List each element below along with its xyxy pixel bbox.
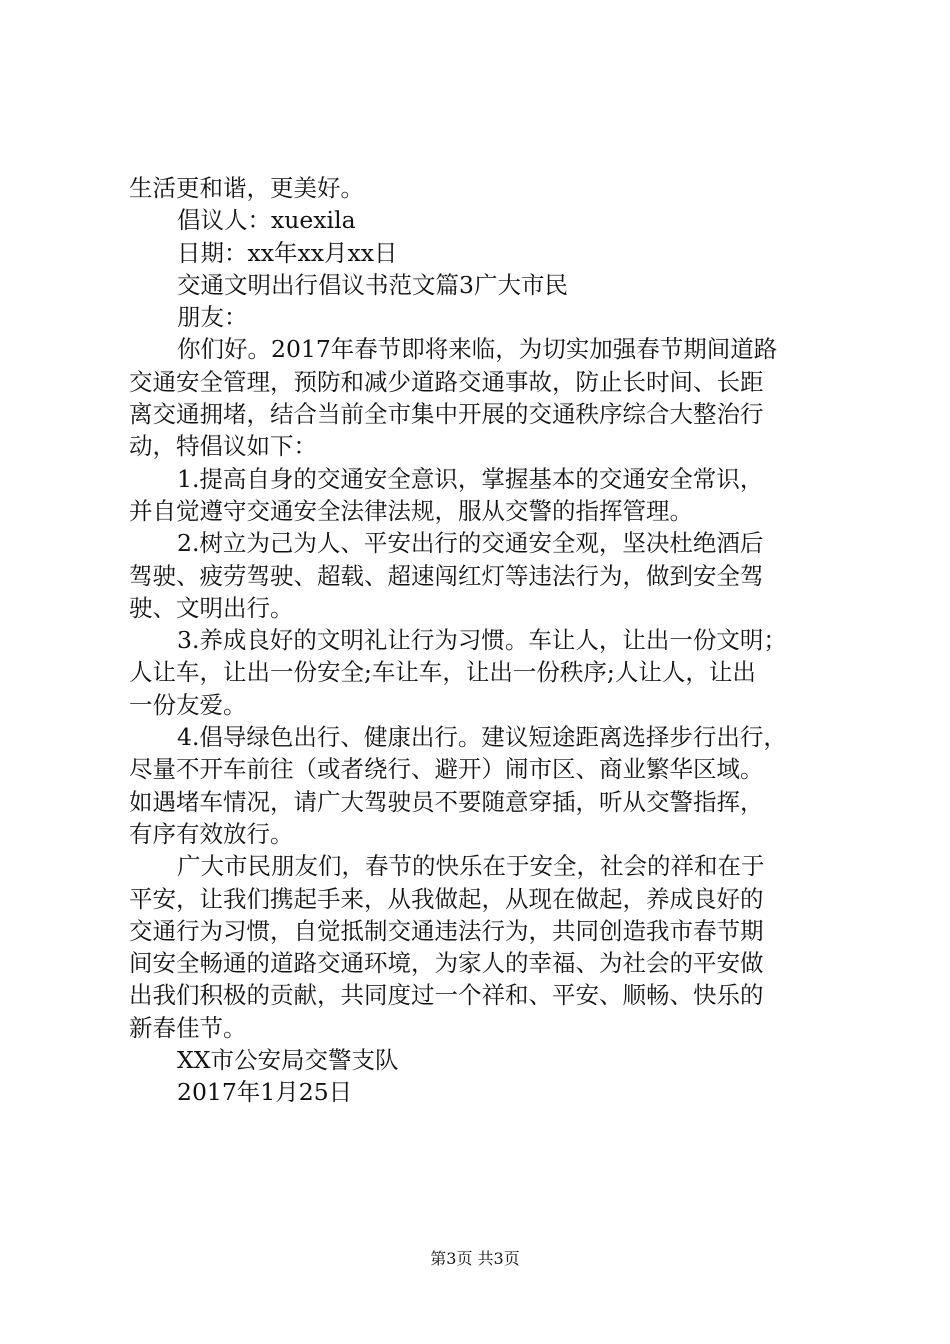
text-line: 朋友： xyxy=(177,303,248,332)
text-line: 4.倡导绿色出行、健康出行。建议短途距离选择步行出行， xyxy=(177,723,787,752)
text-line: 你们好。2017年春节即将来临，为切实加强春节期间道路 xyxy=(177,335,778,364)
text-line: 间安全畅通的道路交通环境，为家人的幸福、为社会的平安做 xyxy=(129,949,764,978)
text-line: 动，特倡议如下： xyxy=(129,432,317,461)
text-line: 尽量不开车前往（或者绕行、避开）闹市区、商业繁华区域。 xyxy=(129,755,764,784)
text-line: 新春佳节。 xyxy=(129,1013,247,1042)
text-line: 广大市民朋友们，春节的快乐在于安全，社会的祥和在于 xyxy=(177,852,765,881)
text-line: 离交通拥堵，结合当前全市集中开展的交通秩序综合大整治行 xyxy=(129,400,764,429)
text-line: 如遇堵车情况，请广大驾驶员不要随意穿插，听从交警指挥， xyxy=(129,787,764,816)
text-line: 2017年1月25日 xyxy=(177,1078,353,1107)
text-line: 2.树立为己为人、平安出行的交通安全观，坚决杜绝酒后 xyxy=(177,529,764,558)
text-line: 日期：xx年xx月xx日 xyxy=(177,238,398,267)
text-line: 驶、文明出行。 xyxy=(129,593,294,622)
text-line: 倡议人：xuexila xyxy=(177,206,356,235)
text-line: 驾驶、疲劳驾驶、超载、超速闯红灯等违法行为，做到安全驾 xyxy=(129,561,764,590)
text-line: 3.养成良好的文明礼让行为习惯。车让人，让出一份文明； xyxy=(177,626,787,655)
text-line: 生活更和谐，更美好。 xyxy=(129,174,364,202)
text-line: 一份友爱。 xyxy=(129,690,247,719)
page-footer: 第3页 共3页 xyxy=(430,1249,520,1268)
text-line: 有序有效放行。 xyxy=(129,819,294,848)
text-line: 并自觉遵守交通安全法律法规，服从交警的指挥管理。 xyxy=(129,496,693,525)
text-line: 人让车，让出一份安全;车让车，让出一份秩序;人让人，让出 xyxy=(129,658,756,687)
text-line: 平安，让我们携起手来，从我做起，从现在做起，养成良好的 xyxy=(129,884,764,913)
text-line: 交通行为习惯，自觉抵制交通违法行为，共同创造我市春节期 xyxy=(129,916,764,945)
text-line: 交通安全管理，预防和减少道路交通事故，防止长时间、长距 xyxy=(129,367,764,396)
text-line: 交通文明出行倡议书范文篇3广大市民 xyxy=(177,270,568,299)
text-line: XX市公安局交警支队 xyxy=(177,1046,399,1075)
text-line: 1.提高自身的交通安全意识，掌握基本的交通安全常识， xyxy=(177,464,764,493)
document-body xyxy=(129,172,835,1109)
text-line: 出我们积极的贡献，共同度过一个祥和、平安、顺畅、快乐的 xyxy=(129,981,764,1010)
